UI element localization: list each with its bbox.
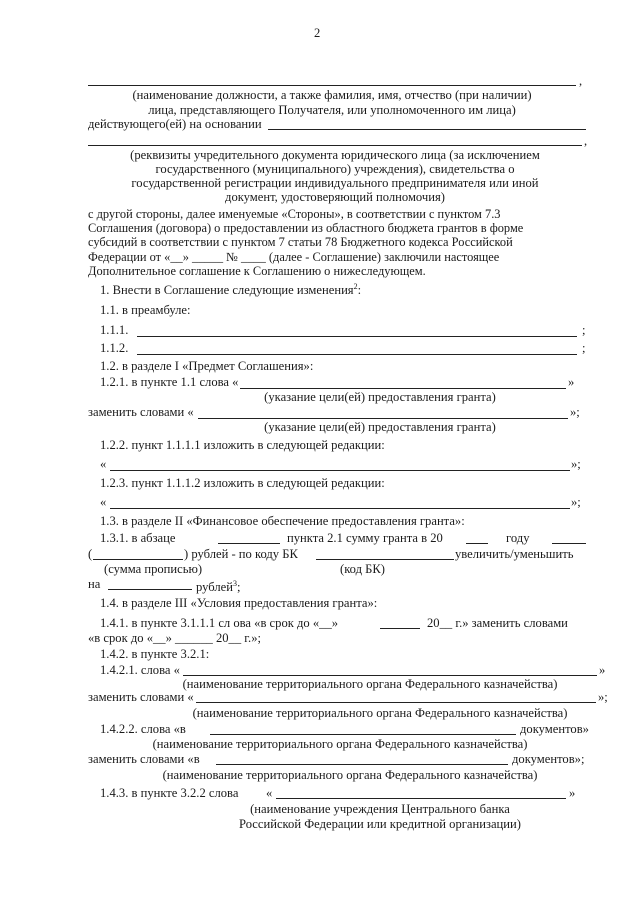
semicolon: ;: [582, 323, 586, 337]
preamble-line-5: Дополнительное соглашение к Соглашению о нижеследующем.: [88, 264, 426, 278]
rubley-label: [196, 577, 240, 594]
item-1-4-2-1: 1.4.2.1. слова «: [100, 663, 180, 677]
item-1-4-1-c: «в срок до «__» ______ 20__ г.»;: [88, 631, 261, 645]
amount-words-line[interactable]: [93, 559, 183, 560]
item-1: [100, 280, 361, 297]
caption-documents-2: государственного (муниципального) учреждения), свидетельства о: [155, 162, 515, 176]
item-1-2-2-line[interactable]: [110, 470, 570, 471]
item-1-3-1-c: году: [506, 531, 530, 545]
open-quote: «: [100, 457, 107, 471]
change-amount-line[interactable]: [108, 589, 192, 590]
documents-line[interactable]: [88, 145, 582, 146]
representative-name-line[interactable]: [88, 85, 576, 86]
item-1-2-3-line[interactable]: [110, 508, 570, 509]
caption-sum: (сумма прописью): [104, 562, 203, 576]
close-quote-semi: »;: [598, 690, 608, 704]
amount-line[interactable]: [552, 543, 586, 544]
footnote-3: 3: [232, 579, 237, 588]
close-quote-semi: »;: [571, 495, 581, 509]
caption-goal-1: (указание цели(ей) предоставления гранта): [264, 390, 496, 404]
replace-words-3: заменить словами «в: [88, 752, 200, 766]
caption-representative-1: (наименование должности, а также фамилия, имя, отчество (при наличии): [132, 88, 532, 102]
caption-bank-1: (наименование учреждения Центрального банка: [250, 802, 510, 816]
item-1-4-1-a: 1.4.1. в пункте 3.1.1.1 сл ова «в срок до «__»: [100, 616, 339, 630]
replace-words-2-line[interactable]: [196, 702, 596, 703]
item-1-1-1-line[interactable]: [137, 336, 577, 337]
comma: ,: [584, 134, 588, 148]
paragraph-number-line[interactable]: [218, 543, 280, 544]
item-1-3: 1.3. в разделе II «Финансовое обеспечение предоставления гранта»:: [100, 514, 465, 528]
item-1-4-2: 1.4.2. в пункте 3.2.1:: [100, 647, 210, 661]
caption-fk-3: (наименование территориального органа Федерального казначейства): [152, 737, 528, 751]
replace-words-1-line[interactable]: [198, 418, 568, 419]
close-quote-semi: »;: [570, 405, 580, 419]
rubley-tail: ;: [236, 580, 241, 595]
item-1-3-1-f: увеличить/уменьшить: [455, 547, 574, 561]
item-1-1-2: 1.1.2.: [100, 341, 129, 355]
preamble-line-4: Федерации от «__» _____ № ____ (далее - Соглашение) заключили настоящее: [88, 250, 500, 264]
item-1-2-3: 1.2.3. пункт 1.1.1.2 изложить в следующей редакции:: [100, 476, 385, 490]
item-1-2-1-line[interactable]: [240, 388, 566, 389]
item-1-text: 1. Внести в Соглашение следующие изменения: [100, 283, 354, 298]
item-1-2-2: 1.2.2. пункт 1.1.1.1 изложить в следующей редакции:: [100, 438, 385, 452]
item-1-4-2-1-line[interactable]: [183, 675, 597, 676]
preamble-line-2: Соглашения (договора) о предоставлении из областного бюджета грантов в форме: [88, 221, 524, 235]
item-1-2: 1.2. в разделе I «Предмет Соглашения»:: [100, 359, 314, 373]
item-1-4-1-b: 20__ г.» заменить словами: [427, 616, 568, 630]
item-1-4-2-2: 1.4.2.2. слова «в: [100, 722, 186, 736]
item-1-3-1-b: пункта 2.1 сумму гранта в 20: [287, 531, 443, 545]
item-1-3-1-e: ) рублей - по коду БК: [184, 547, 298, 561]
item-1-4: 1.4. в разделе III «Условия предоставления гранта»:: [100, 596, 378, 610]
caption-bank-2: Российской Федерации или кредитной организации): [239, 817, 521, 831]
item-1-tail: :: [357, 283, 362, 298]
close-quote: »: [569, 786, 576, 800]
caption-representative-2: лица, представляющего Получателя, или уполномоченного им лица): [148, 103, 516, 117]
docs-quote: документов»: [520, 722, 589, 736]
replace-words-2: заменить словами «: [88, 690, 194, 704]
caption-documents-1: (реквизиты учредительного документа юридического лица (за исключением: [130, 148, 540, 162]
comma: ,: [579, 74, 583, 88]
replace-words-1: заменить словами «: [88, 405, 194, 419]
item-1-4-3: 1.4.3. в пункте 3.2.2 слова: [100, 786, 239, 800]
close-quote: »: [599, 663, 606, 677]
item-1-4-3-line[interactable]: [276, 798, 566, 799]
preamble-line-1: с другой стороны, далее именуемые «Стороны», в соответствии с пунктом 7.3: [88, 207, 501, 221]
caption-goal-2: (указание цели(ей) предоставления гранта): [264, 420, 496, 434]
close-quote: »: [568, 375, 575, 389]
deadline-month-line[interactable]: [380, 628, 420, 629]
page-number: 2: [314, 26, 321, 40]
footnote-2: 2: [353, 282, 358, 291]
docs-quote-semi: документов»;: [512, 752, 585, 766]
item-1-3-1-a: 1.3.1. в абзаце: [100, 531, 176, 545]
semicolon: ;: [582, 341, 586, 355]
preamble-line-3: субсидий в соответствии с пунктом 7 статьи 78 Бюджетного кодекса Российской: [88, 235, 513, 249]
item-1-2-1: 1.2.1. в пункте 1.1 слова «: [100, 375, 239, 389]
caption-kbk: (код БК): [340, 562, 385, 576]
item-1-4-2-2-line[interactable]: [210, 734, 516, 735]
item-1-3-1-d: (: [88, 547, 93, 561]
caption-documents-3: государственной регистрации индивидуального предпринимателя или иной: [131, 176, 539, 190]
close-quote-semi: »;: [571, 457, 581, 471]
caption-documents-4: документ, удостоверяющий полномочия): [225, 190, 445, 204]
item-1-1-1: 1.1.1.: [100, 323, 129, 337]
year-line[interactable]: [466, 543, 488, 544]
quote-open: «: [266, 786, 273, 800]
replace-words-3-line[interactable]: [216, 764, 508, 765]
kbk-line[interactable]: [316, 559, 454, 560]
item-1-1: 1.1. в преамбуле:: [100, 303, 191, 317]
open-quote: «: [100, 495, 107, 509]
item-1-1-2-line[interactable]: [137, 354, 577, 355]
rubley-text: рублей: [196, 580, 233, 595]
acting-basis-label: действующего(ей) на основании: [88, 117, 262, 131]
caption-fk-1: (наименование территориального органа Федерального казначейства): [182, 677, 558, 691]
caption-fk-2: (наименование территориального органа Федерального казначейства): [192, 706, 568, 720]
na-label: на: [88, 577, 101, 591]
caption-fk-4: (наименование территориального органа Федерального казначейства): [162, 768, 538, 782]
acting-basis-line[interactable]: [268, 129, 586, 130]
